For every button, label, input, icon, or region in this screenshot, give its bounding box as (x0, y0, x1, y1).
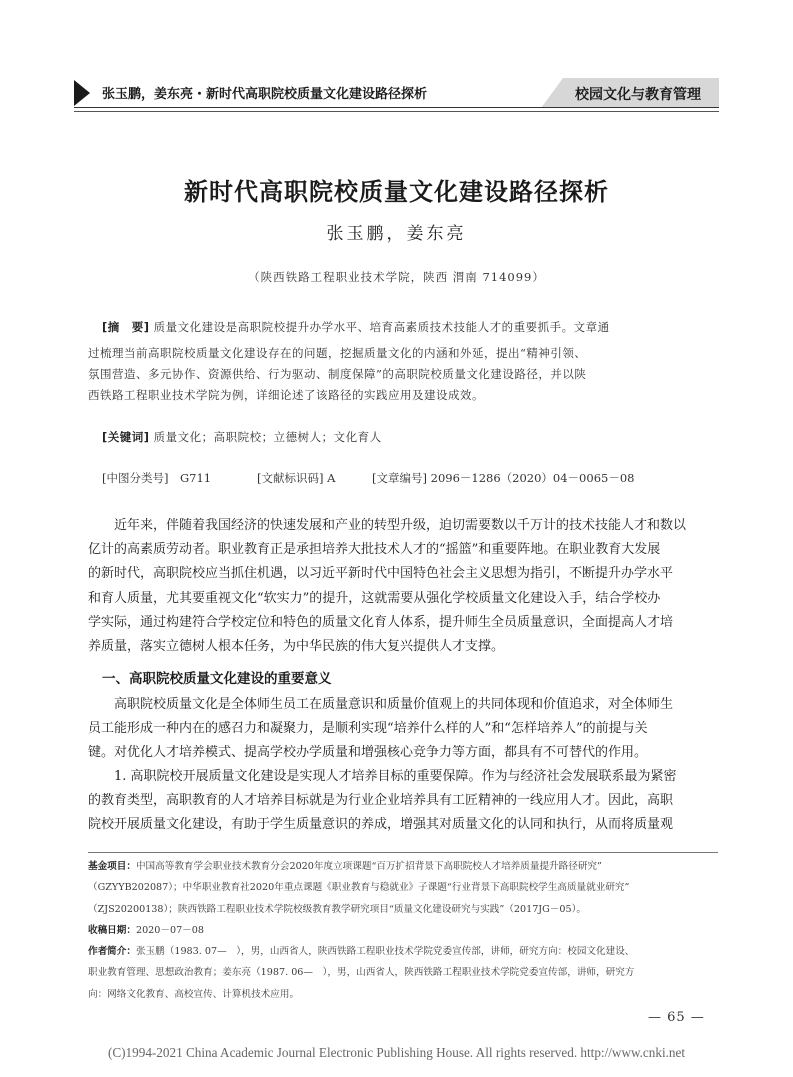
copyright-notice: (C)1994-2021 China Academic Journal Electronic Publishing House. All rights reserved. http://www.cnki.net (107, 1045, 686, 1060)
received-date: 2020－07－08 (135, 924, 204, 936)
keywords-line (102, 429, 382, 445)
running-header-section: 校园文化与教育管理 (575, 87, 701, 103)
bio-text: 张玉鹏（1983. 07— ），男，山西省人，陕西铁路工程职业技术学院党委宣传部，讲师，研究方向：校园文化建设、 (135, 946, 635, 958)
abstract-line-4: 西铁路工程职业技术学院为例，详细论述了该路径的实践应用及建设成效。 (88, 388, 484, 402)
abstract-line-1 (102, 319, 610, 335)
abstract-line-3: 氛围营造、多元协作、资源供给、行为驱动、制度保障”的高职院校质量文化建设路径，并以陕 (88, 367, 587, 381)
header-arrow-icon (74, 80, 90, 106)
received-line (88, 920, 728, 941)
footnote-rule (88, 852, 718, 853)
document-code: [文献标识码] A (257, 471, 336, 485)
fund-text: 中国高等教育学会职业技术教育分会2020年度立项课题“百万扩招背景下高职院校人才培养质量提升路径研究” (135, 861, 602, 872)
fund-line (88, 856, 728, 877)
abstract-label: [摘 要] (102, 320, 150, 334)
abstract-line-2: 过梳理当前高职院校质量文化建设存在的问题，挖掘质量文化的内涵和外延，提出“精神引领、 (88, 346, 587, 360)
body-line: 的新时代，高职院校应当抓住机遇，以习近平新时代中国特色社会主义思想为指引，不断提升办学水平 (88, 566, 674, 582)
bio-line: 向：网络文化教育、高校宣传、计算机技术应用。 (88, 988, 300, 1000)
body-line: 和育人质量，尤其要重视文化“软实力”的提升，这就需要从强化学校质量文化建设入手，结合学校办 (88, 590, 661, 606)
body-line: 的教育类型，高职教育的人才培养目标就是为行业企业培养具有工匠精神的一线应用人才。因此，高职 (88, 793, 674, 809)
intro-paragraph (88, 514, 718, 659)
page-number: — 65 — (648, 1010, 705, 1025)
fund-line: （ZJS20200138）；陕西铁路工程职业技术学院校级教育教学研究项目“质量文化建设研究与实践”（2017JG－05）。 (88, 903, 587, 915)
keywords-text: 质量文化；高职院校；立德树人；文化育人 (153, 430, 382, 444)
header-rule-thin (74, 111, 719, 112)
body-line: 近年来，伴随着我国经济的快速发展和产业的转型升级，迫切需要数以千万计的技术技能人才和数以 (114, 518, 687, 533)
section-heading: 一、高职院校质量文化建设的重要意义 (102, 671, 332, 687)
keywords-label: [关键词] (102, 430, 150, 444)
body-line: 学实际，通过构建符合学校定位和特色的质量文化育人体系，提升师生全员质量意识，全面提高人才培 (88, 614, 674, 630)
body-line: 键。对优化人才培养模式、提高学校办学质量和增强核心竞争力等方面，都具有不可替代的作用。 (88, 745, 648, 761)
section1-paragraph (88, 693, 718, 766)
running-header-title: 张玉鹏，姜东亮・新时代高职院校质量文化建设路径探析 (102, 87, 428, 102)
article-number: [文章编号] 2096－1286（2020）04－0065－08 (372, 471, 635, 485)
bio-label: 作者简介： (88, 946, 136, 958)
body-line: 亿计的高素质劳动者。职业教育正是承担培养大批技术人才的“摇篮”和重要阵地。在职业教育大发展 (88, 542, 661, 558)
body-line: 养质量，落实立德树人根本任务，为中华民族的伟大复兴提供人才支撑。 (88, 639, 505, 655)
received-label: 收稿日期： (88, 924, 136, 936)
fund-label: 基金项目： (88, 861, 136, 872)
paper-title: 新时代高职院校质量文化建设路径探析 (184, 178, 609, 206)
body-line: 1. 高职院校开展质量文化建设是实现人才培养目标的重要保障。作为与经济社会发展联系最为紧密 (114, 769, 677, 784)
abstract-text: 质量文化建设是高职院校提升办学水平、培育高素质技术技能人才的重要抓手。文章通 (153, 320, 610, 334)
author-list: 张玉鹏，姜东亮 (326, 224, 467, 244)
body-line: 院校开展质量文化建设，有助于学生质量意识的养成，增强其对质量文化的认同和执行，从而将质量观 (88, 817, 674, 833)
clc-number: [中图分类号] G711 (102, 471, 212, 485)
section1-point1-paragraph (88, 765, 718, 838)
bio-line (88, 941, 728, 962)
fund-line: （GZYYB202087）；中华职业教育社2020年重点课题《职业教育与稳就业》子课题“行业背景下高职院校学生高质量就业研究” (88, 882, 630, 894)
body-line: 高职院校质量文化是全体师生员工在质量意识和质量价值观上的共同体现和价值追求，对全体师生 (114, 697, 674, 712)
header-rule (74, 107, 719, 108)
bio-line: 职业教育管理、思想政治教育；姜东亮（1987. 06— ），男，山西省人，陕西铁路工程职业技术学院党委宣传部，讲师，研究方 (88, 967, 635, 979)
affiliation: （陕西铁路工程职业技术学院，陕西 渭南 714099） (248, 270, 545, 284)
body-line: 员工能形成一种内在的感召力和凝聚力，是顺利实现“培养什么样的人”和“怎样培养人”的前提与关 (88, 721, 648, 737)
footnotes-block (88, 856, 728, 1005)
